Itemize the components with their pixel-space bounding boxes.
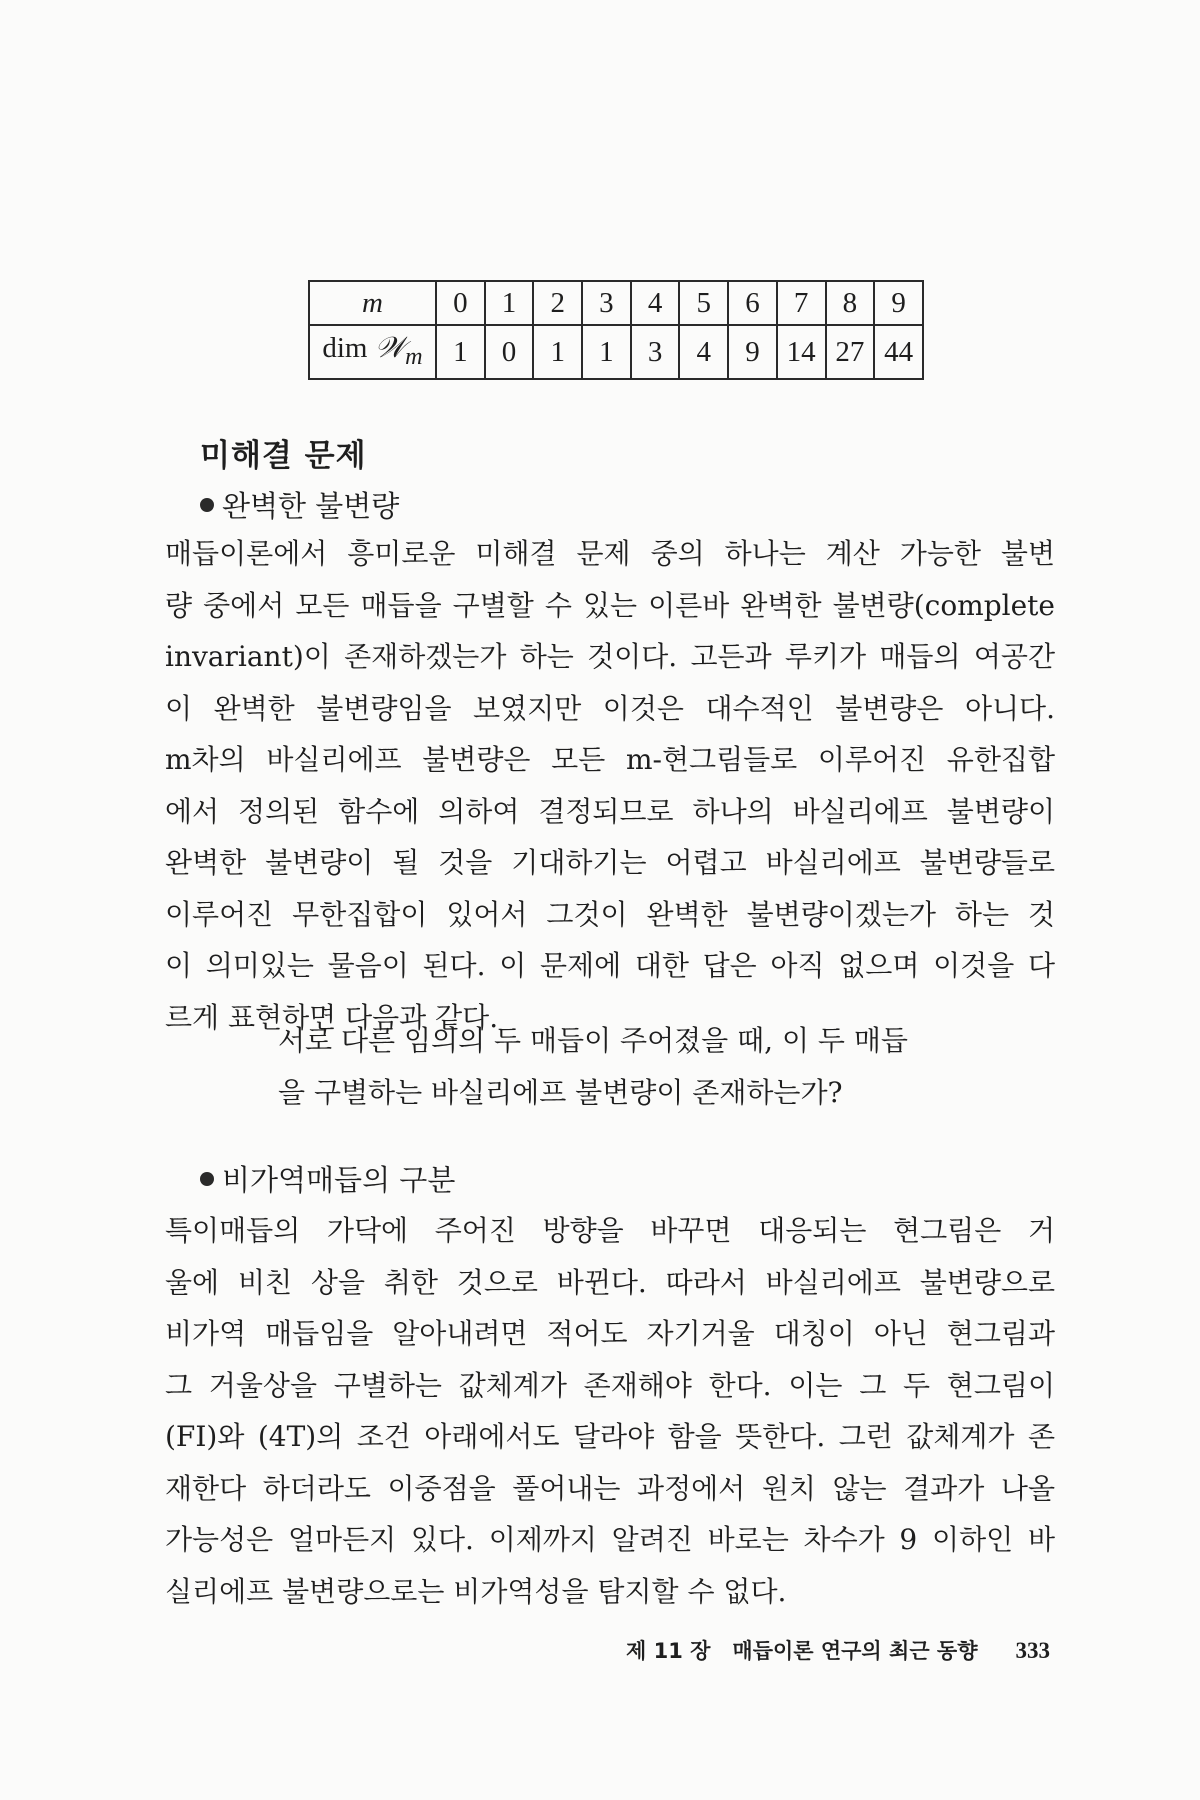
table-cell: 0 <box>436 281 485 325</box>
text-line: 르게 표현하면 다음과 같다. <box>165 1000 499 1034</box>
text-line: 량 중에서 모든 매듭을 구별할 수 있는 이른바 완벽한 불변량(complete <box>165 588 1055 622</box>
bullet-icon <box>200 498 214 512</box>
question-quote <box>278 1015 958 1118</box>
dim-subscript: m <box>405 342 423 370</box>
table-cell: 5 <box>679 281 728 325</box>
table-cell: 8 <box>826 281 875 325</box>
table-cell: 6 <box>728 281 777 325</box>
chapter-title: 매듭이론 연구의 최근 동향 <box>732 1639 978 1663</box>
paragraph-noninvertible <box>165 1205 1055 1617</box>
subsection-heading-noninvertible <box>200 1158 455 1199</box>
text-line: 에서 정의된 함수에 의하여 결정되므로 하나의 바실리에프 불변량이 <box>165 794 1055 828</box>
table-cell: 1 <box>485 281 534 325</box>
quote-line: 서로 다른 임의의 두 매듭이 주어졌을 때, 이 두 매듭 <box>278 1024 908 1057</box>
text-line: 완벽한 불변량이 될 것을 기대하기는 어렵고 바실리에프 불변량들로 <box>165 846 1055 879</box>
table-cell: 4 <box>679 325 728 379</box>
text-line: 울에 비친 상을 취한 것으로 바뀐다. 따라서 바실리에프 불변량으로 <box>165 1265 1055 1299</box>
subsection-heading-text: 완벽한 불변량 <box>222 489 400 523</box>
section-title: 미해결 문제 <box>200 438 367 474</box>
text-line: 매듭이론에서 흥미로운 미해결 문제 중의 하나는 계산 가능한 불변 <box>165 537 1055 570</box>
table-cell: 1 <box>582 325 631 379</box>
table-cell: 4 <box>631 281 680 325</box>
table-cell: 44 <box>874 325 923 379</box>
text-line: invariant)이 존재하겠는가 하는 것이다. 고든과 루키가 매듭의 여공간 <box>165 640 1055 673</box>
table-cell: 3 <box>582 281 631 325</box>
table-cell: 7 <box>777 281 826 325</box>
text-line: 이 완벽한 불변량임을 보였지만 이것은 대수적인 불변량은 아니다. <box>165 691 1055 725</box>
dimension-table <box>308 280 924 380</box>
table-row-m <box>309 281 923 325</box>
table-cell: 1 <box>436 325 485 379</box>
table-cell: 2 <box>533 281 582 325</box>
table-cell: 1 <box>533 325 582 379</box>
table-row-dim <box>309 325 923 379</box>
table-cell: 3 <box>631 325 680 379</box>
text-line: 가능성은 얼마든지 있다. 이제까지 알려진 바로는 차수가 9 이하인 바 <box>165 1523 1055 1556</box>
table-cell: 27 <box>826 325 875 379</box>
paragraph-complete-invariant <box>165 528 1055 1043</box>
footer-chapter <box>626 1635 977 1665</box>
subsection-heading-complete-invariant <box>200 484 399 525</box>
chapter-number: 제 11 장 <box>626 1639 711 1663</box>
bullet-icon <box>200 1172 214 1186</box>
page-number: 333 <box>1015 1638 1050 1663</box>
text-line: 재한다 하더라도 이중점을 풀어내는 과정에서 원치 않는 결과가 나올 <box>165 1471 1055 1505</box>
subsection-heading-text: 비가역매듭의 구분 <box>222 1163 456 1197</box>
text-line: m차의 바실리에프 불변량은 모든 m-현그림들로 이루어진 유한집합 <box>165 743 1055 776</box>
quote-line: 을 구별하는 바실리에프 불변량이 존재하는가? <box>278 1075 843 1109</box>
row-label-dim <box>309 325 436 379</box>
table-cell: 14 <box>777 325 826 379</box>
text-line: 그 거울상을 구별하는 값체계가 존재해야 한다. 이는 그 두 현그림이 <box>165 1368 1055 1402</box>
dim-symbol: 𝒲 <box>374 330 406 364</box>
table-cell: 9 <box>728 325 777 379</box>
page-footer <box>626 1635 1050 1665</box>
text-line: 비가역 매듭임을 알아내려면 적어도 자기거울 대칭이 아닌 현그림과 <box>165 1317 1055 1350</box>
text-line: (FI)와 (4T)의 조건 아래에서도 달라야 함을 뜻한다. 그런 값체계가 존 <box>165 1420 1055 1453</box>
text-line: 이루어진 무한집합이 있어서 그것이 완벽한 불변량이겠는가 하는 것 <box>165 897 1055 931</box>
dim-prefix: dim <box>322 332 368 364</box>
row-label-m: m <box>309 281 436 325</box>
text-line: 특이매듭의 가닥에 주어진 방향을 바꾸면 대응되는 현그림은 거 <box>165 1214 1055 1247</box>
table-cell: 9 <box>874 281 923 325</box>
text-line: 이 의미있는 물음이 된다. 이 문제에 대한 답은 아직 없으며 이것을 다 <box>165 949 1055 982</box>
table-cell: 0 <box>485 325 534 379</box>
text-line: 실리에프 불변량으로는 비가역성을 탐지할 수 없다. <box>165 1574 787 1608</box>
